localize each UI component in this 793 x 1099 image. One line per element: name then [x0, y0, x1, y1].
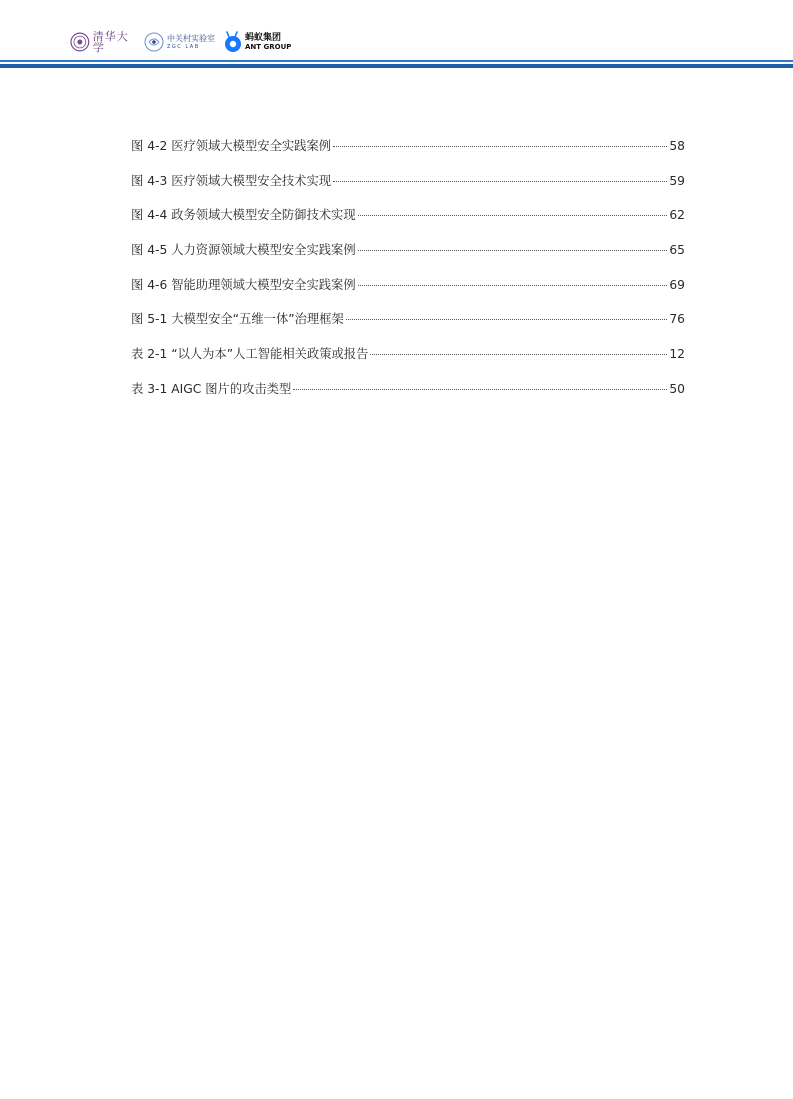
zgc-logo-cn: 中关村实验室	[167, 33, 215, 43]
ant-logo-cn: 蚂蚁集团	[245, 32, 282, 43]
toc-entry[interactable]	[131, 137, 685, 172]
toc-entry-page: 58	[669, 139, 685, 153]
toc-leader-dots	[358, 285, 668, 286]
toc-leader-dots	[346, 319, 668, 320]
toc-entry-label: 表 3-1 AIGC 图片的攻击类型	[131, 381, 292, 396]
toc-entry-page: 65	[669, 243, 685, 258]
header-rule-thick	[0, 64, 793, 68]
toc-leader-dots	[358, 215, 668, 216]
tsinghua-logo	[70, 31, 140, 53]
ant-logo-en: ANT GROUP	[245, 42, 292, 51]
toc-entry[interactable]	[131, 310, 685, 345]
toc-entry-label: 表 2-1 “以人为本”人工智能相关政策或报告	[131, 347, 369, 362]
tsinghua-seal-icon	[70, 32, 90, 52]
toc-leader-dots	[370, 354, 667, 355]
header-rule-thin	[0, 60, 793, 62]
toc-entry-label: 图 4-4 政务领域大模型安全防御技术实现	[131, 208, 356, 223]
toc-leader-dots	[333, 146, 667, 147]
ant-group-emblem-icon	[223, 31, 243, 53]
toc-entry-page: 62	[669, 208, 685, 223]
zgc-lab-emblem-icon	[144, 32, 164, 52]
toc-entry-page: 69	[669, 277, 685, 292]
toc-entry[interactable]	[131, 345, 685, 380]
toc-entry-label: 图 5-1 大模型安全“五维一体”治理框架	[131, 312, 344, 327]
toc-leader-dots	[358, 250, 668, 251]
toc-entry-page: 50	[669, 381, 685, 396]
header-logos	[70, 29, 291, 55]
toc-entry[interactable]	[131, 276, 685, 311]
zgc-logo-en: ZGC LAB	[167, 43, 200, 50]
page-header	[0, 0, 793, 70]
toc-entry[interactable]	[131, 172, 685, 207]
toc-entry-label: 图 4-5 人力资源领域大模型安全实践案例	[131, 243, 356, 258]
ant-group-logo	[223, 31, 291, 53]
figure-table-list	[131, 137, 685, 415]
toc-leader-dots	[293, 389, 667, 390]
toc-entry[interactable]	[131, 206, 685, 241]
toc-entry-page: 59	[669, 173, 685, 188]
toc-entry[interactable]	[131, 241, 685, 276]
zgc-lab-logo	[144, 32, 215, 52]
toc-entry-page: 12	[669, 347, 685, 362]
tsinghua-logo-text: 清华大学	[92, 30, 129, 54]
toc-entry-label: 图 4-3 医疗领域大模型安全技术实现	[131, 173, 332, 188]
toc-leader-dots	[333, 181, 667, 182]
toc-entry-label: 图 4-6 智能助理领域大模型安全实践案例	[131, 277, 356, 292]
toc-entry[interactable]	[131, 380, 685, 415]
toc-entry-label: 图 4-2 医疗领域大模型安全实践案例	[131, 139, 332, 153]
toc-entry-page: 76	[669, 312, 685, 327]
